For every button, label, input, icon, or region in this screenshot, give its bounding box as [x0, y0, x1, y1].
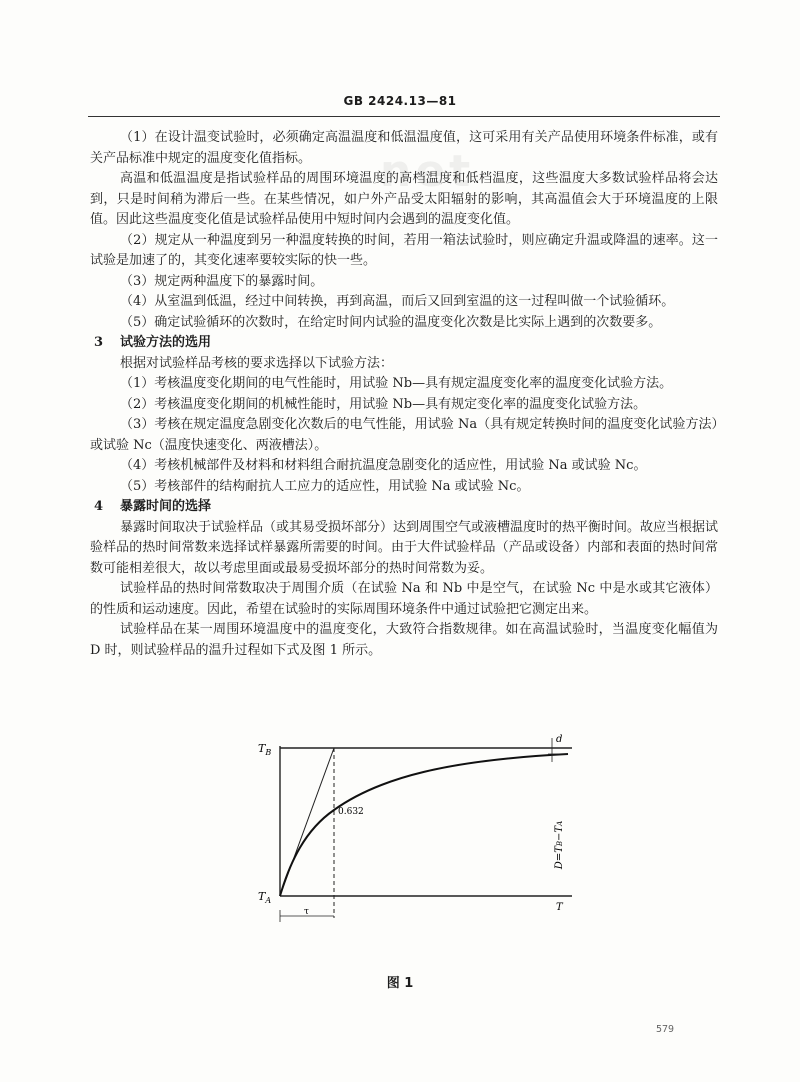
- paragraph-item-2: （2）规定从一种温度到另一种温度转换的时间，若用一箱法试验时，则应确定升温或降温的速率。这一试验是加速了的，其变化速率要较实际的快一些。: [90, 232, 718, 268]
- paragraph-item-4: （4）从室温到低温，经过中间转换，再到高温，而后又回到室温的这一过程叫做一个试验循环。: [120, 294, 675, 309]
- figure-caption: 图 1: [386, 976, 414, 991]
- paragraph-item-1: （1）在设计温变试验时，必须确定高温温度和低温温度值，这可采用有关产品使用环境条件标准，或有关产品标准中规定的温度变化值指标。: [90, 130, 718, 166]
- d-small-label: d: [556, 734, 563, 745]
- watermark: net: [380, 146, 475, 197]
- section-4-title: 暴露时间的选择: [120, 499, 212, 514]
- section-4-paragraph: 暴露时间取决于试验样品（或其易受损坏部分）达到周围空气或液槽温度时的热平衡时间。故应当根据试验样品的热时间常数来选择试样暴露所需要的时间。由于大件试验样品（产品或设备）内部和表面的热时间常数可能相差很大，故以考虑里面或最易受损坏部分的热时间常数为妥。: [90, 519, 719, 576]
- section-4-number: 4: [94, 499, 104, 514]
- temperature-curve-svg: [250, 722, 590, 932]
- t-axis-label: T: [556, 902, 563, 913]
- section-3-paragraph: 根据对试验样品考核的要求选择以下试验方法：: [120, 355, 394, 371]
- page-header-title: GB 2424.13—81: [343, 94, 457, 108]
- section-3-paragraph: （5）考核部件的结构耐抗人工应力的适应性，用试验 Na 或试验 Nc。: [120, 478, 530, 494]
- exponential-curve: [280, 754, 568, 896]
- ta-label: $T_A$: [258, 890, 272, 905]
- header-rule: [88, 116, 720, 117]
- section-3-paragraph: （2）考核温度变化期间的机械性能时，用试验 Nb—具有规定变化率的温度变化试验方法。: [120, 396, 647, 412]
- document-body: [90, 128, 718, 661]
- section-3-number: 3: [94, 335, 104, 350]
- value-0632-label: 0.632: [338, 807, 364, 817]
- d-formula-label: D=TB−TA: [554, 820, 565, 870]
- section-3-heading: [90, 333, 718, 354]
- figure-1-diagram: [250, 722, 590, 932]
- section-4-paragraph: 试验样品的热时间常数取决于周围介质（在试验 Na 和 Nb 中是空气，在试验 Nc 中是水或其它液体）的性质和运动速度。因此，希望在试验时的实际周围环境条件中通过试验把它测定出来。: [90, 581, 718, 617]
- section-3-paragraph: （3）考核在规定温度急剧变化次数后的电气性能，用试验 Na（具有规定转换时间的温度变化试验方法）或试验 Nc（温度快速变化、两液槽法）。: [90, 417, 718, 453]
- section-3-paragraph: （1）考核温度变化期间的电气性能时，用试验 Nb—具有规定温度变化率的温度变化试验方法。: [120, 376, 673, 391]
- section-3-paragraph: （4）考核机械部件及材料和材料组合耐抗温度急剧变化的适应性，用试验 Na 或试验 Nc。: [120, 458, 647, 473]
- section-4-heading: [90, 497, 718, 518]
- paragraph-high-low-temp: 高温和低温温度是指试验样品的周围环境温度的高档温度和低档温度，这些温度大多数试验样品将会达到，只是时间稍为滞后一些。在某些情况，如户外产品受太阳辐射的影响，其高温值会大于环境温度的上限值。因此这些温度变化值是试验样品使用中短时间内会遇到的温度变化值。: [90, 171, 718, 227]
- section-3-title: 试验方法的选用: [120, 335, 212, 350]
- tau-label: τ: [304, 907, 309, 917]
- paragraph-item-5: （5）确定试验循环的次数时，在给定时间内试验的温度变化次数是比实际上遇到的次数要多。: [120, 314, 662, 330]
- tb-label: $T_B$: [258, 742, 272, 757]
- section-4-paragraph: 试验样品在某一周围环境温度中的温度变化，大致符合指数规律。如在高温试验时，当温度变化幅值为 D 时，则试验样品的温升过程如下式及图 1 所示。: [90, 622, 718, 658]
- page-number: 579: [656, 1024, 675, 1035]
- paragraph-item-3: （3）规定两种温度下的暴露时间。: [120, 273, 324, 289]
